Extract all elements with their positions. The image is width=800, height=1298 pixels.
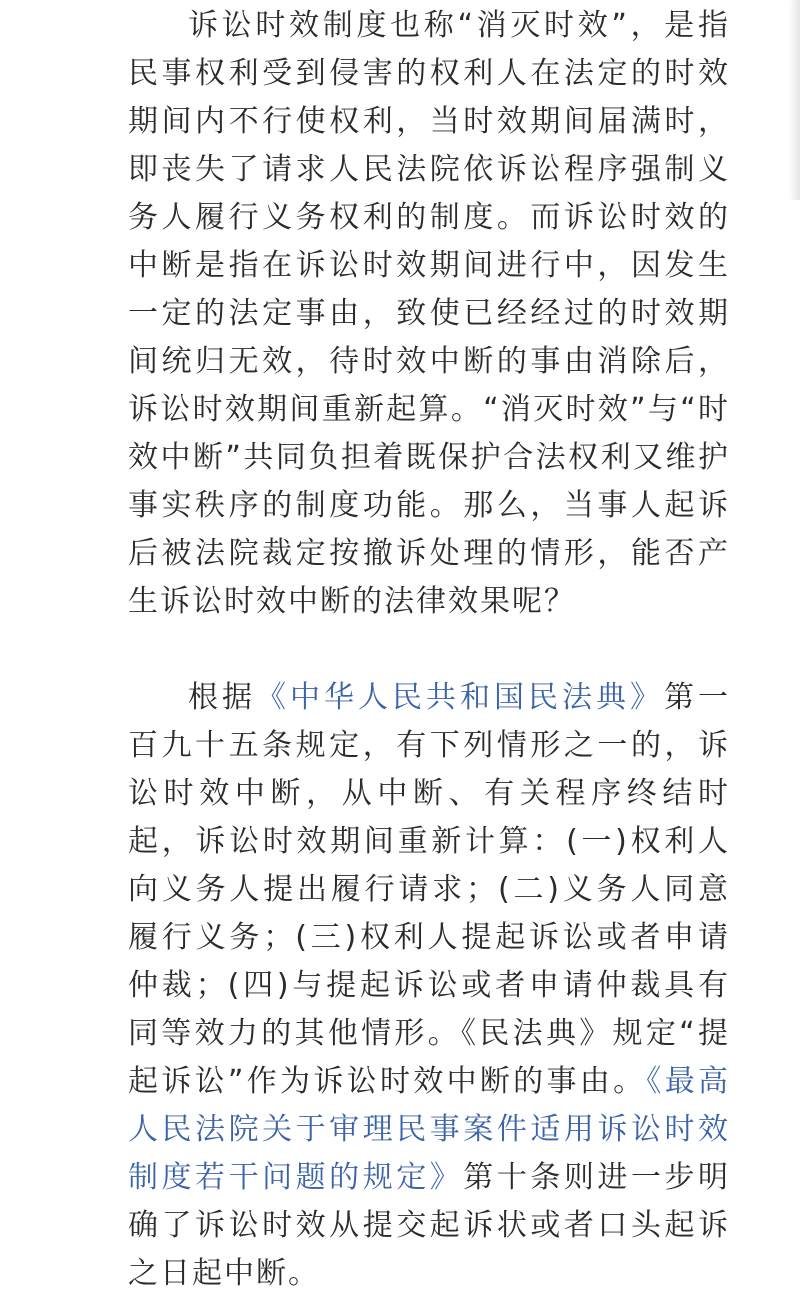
scroll-edge-shadow — [788, 0, 800, 200]
supreme-court-regulation-link[interactable]: 《最高人民法院关于审理民事案件适用诉讼时效制度若干问题的规定》 — [128, 1064, 730, 1195]
paragraph-2-lead: 根据 — [188, 680, 256, 715]
paragraph-1-text: 诉讼时效制度也称“消灭时效”，是指民事权利受到侵害的权利人在法定的时效期间内不行使权利，当时效期间届满时，即丧失了请求人民法院依诉讼程序强制义务人履行义务权利的制度。而诉讼时效的中断是指在诉讼时效期间进行中，因发生一定的法定事由，致使已经经过的时效期间统归无效，待时效中断的事由消除后，诉讼时效期间重新起算。“消灭时效”与“时效中断”共同负担着既保护合法权利又维护事实秩序的制度功能。那么，当事人起诉后被法院裁定按撤诉处理的情形，能否产生诉讼时效中断的法律效果呢？ — [128, 8, 730, 619]
civil-code-link[interactable]: 《中华人民共和国民法典》 — [256, 680, 664, 715]
paragraph-2-tail: 第十条则进一步明确了诉讼时效从提交起诉状或者口头起诉之日起中断。 — [128, 1160, 731, 1291]
paragraph-statute-of-limitations — [128, 0, 730, 626]
paragraph-2-body: 第一百九十五条规定，有下列情形之一的，诉讼时效中断，从中断、有关程序终结时起，诉讼时效期间重新计算：(一)权利人向义务人提出履行请求；(二)义务人同意履行义务；(三)权利人提起诉讼或者申请仲裁；(四)与提起诉讼或者申请仲裁具有同等效力的其他情形。《民法典》规定“提起诉讼”作为诉讼时效中断的事由。 — [128, 680, 730, 1099]
paragraph-civil-code — [128, 674, 730, 1298]
